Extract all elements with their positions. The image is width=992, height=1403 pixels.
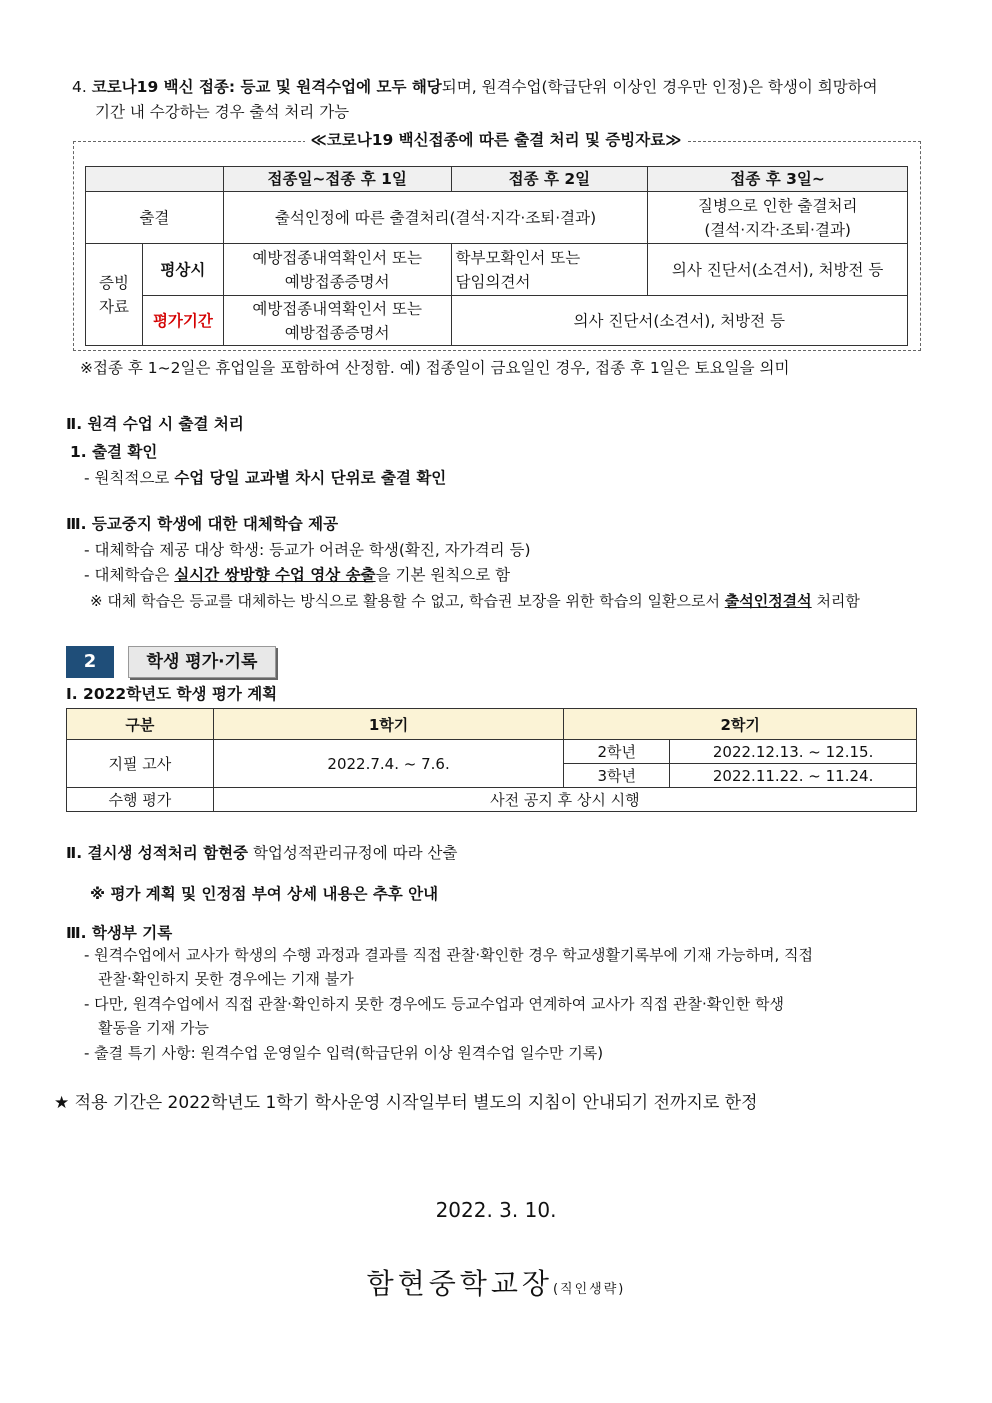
written-exam-label: 지필 고사	[67, 740, 214, 788]
principal-signature	[0, 1262, 992, 1302]
attendance-label: 출결	[86, 192, 224, 244]
vaccine-header-day2: 접종 후 2일	[451, 167, 648, 192]
section-2-title: Ⅱ. 원격 수업 시 출결 처리	[66, 415, 244, 433]
eval-day0-1: 예방접종내역확인서 또는 예방접종증명서	[223, 296, 451, 346]
proof-label: 증빙 자료	[86, 244, 143, 346]
record-item1-line2: 관찰·확인하지 못한 경우에는 기재 불가	[98, 970, 354, 988]
section-title-badge: 학생 평가·기록	[128, 646, 276, 678]
normal-day0-1: 예방접종내역확인서 또는 예방접종증명서	[223, 244, 451, 296]
section-number-badge: 2	[66, 646, 114, 678]
vaccine-table	[85, 166, 908, 346]
plan-title: Ⅰ. 2022학년도 학생 평가 계획	[66, 685, 278, 703]
plan-header-sem1: 1학기	[213, 709, 564, 740]
performance-value: 사전 공지 후 상시 시행	[213, 788, 916, 812]
principal-name: 함현중학교장	[366, 1267, 553, 1300]
grade2-label: 2학년	[564, 740, 670, 764]
vaccine-header-day3: 접종 후 3일~	[648, 167, 908, 192]
written-exam-sem1: 2022.7.4. ~ 7.6.	[213, 740, 564, 788]
record-title: Ⅲ. 학생부 기록	[66, 924, 173, 942]
evaluation-plan-table	[66, 708, 917, 812]
absentee-grading: Ⅱ. 결시생 성적처리 함현중 학업성적관리규정에 따라 산출	[66, 844, 458, 862]
attendance-check-item: - 원칙적으로 수업 당일 교과별 차시 단위로 출결 확인	[84, 469, 447, 487]
item4-number: 4.	[72, 78, 87, 96]
grade2-date: 2022.12.13. ~ 12.15.	[670, 740, 917, 764]
record-item1-line1: - 원격수업에서 교사가 학생의 수행 과정과 결과를 직접 관찰·확인한 경우 학교생활기록부에 기재 가능하며, 직접	[84, 946, 813, 964]
grade3-date: 2022.11.22. ~ 11.24.	[670, 764, 917, 788]
record-item2-line1: - 다만, 원격수업에서 직접 관찰·확인하지 못한 경우에도 등교수업과 연계하여 교사가 직접 관찰·확인한 학생	[84, 995, 785, 1013]
attendance-day0-2: 출석인정에 따른 출결처리(결석·지각·조퇴·결과)	[223, 192, 647, 244]
seal-omitted-note: (직인생략)	[552, 1282, 626, 1297]
document-date: 2022. 3. 10.	[435, 1198, 557, 1222]
normal-day2: 학부모확인서 또는 담임의견서	[451, 244, 648, 296]
plan-header-category: 구분	[67, 709, 214, 740]
item4-bold-text: 코로나19 백신 접종: 등교 및 원격수업에 모두 해당	[91, 78, 442, 96]
vaccine-header-day0-1: 접종일~접종 후 1일	[223, 167, 451, 192]
item4-line1	[72, 76, 878, 98]
normal-label: 평상시	[142, 244, 223, 296]
vaccine-table-corner	[86, 167, 224, 192]
alt-learning-item2: - 대체학습은 실시간 쌍방향 수업 영상 송출을 기본 원칙으로 함	[84, 566, 511, 584]
item4-line2: 기간 내 수강하는 경우 출석 처리 가능	[95, 103, 350, 121]
grade3-label: 3학년	[564, 764, 670, 788]
eval-day2-3: 의사 진단서(소견서), 처방전 등	[451, 296, 907, 346]
grading-notice: ※ 평가 계획 및 인정점 부여 상세 내용은 추후 안내	[90, 885, 439, 903]
apply-period: ★ 적용 기간은 2022학년도 1학기 학사운영 시작일부터 별도의 지침이 안내되기 전까지로 한정	[54, 1093, 758, 1113]
item4-rest-text: 되며, 원격수업(학급단위 이상인 경우만 인정)은 학생이 희망하여	[441, 78, 878, 96]
section-3-title: Ⅲ. 등교중지 학생에 대한 대체학습 제공	[66, 515, 339, 533]
performance-label: 수행 평가	[67, 788, 214, 812]
normal-day3: 의사 진단서(소견서), 처방전 등	[648, 244, 908, 296]
alt-learning-note: ※ 대체 학습은 등교를 대체하는 방식으로 활용할 수 없고, 학습권 보장을 위한 학습의 일환으로서 출석인정결석 처리함	[90, 592, 860, 610]
eval-period-label: 평가기간	[142, 296, 223, 346]
attendance-day3: 질병으로 인한 출결처리 (결석·지각·조퇴·결과)	[648, 192, 908, 244]
attendance-check-title: 1. 출결 확인	[70, 443, 158, 461]
record-item2-line2: 활동을 기재 가능	[98, 1019, 209, 1037]
plan-header-sem2: 2학기	[564, 709, 917, 740]
record-item3: - 출결 특기 사항: 원격수업 운영일수 입력(학급단위 이상 원격수업 일수만 기록)	[84, 1044, 604, 1062]
vaccine-note: ※접종 후 1~2일은 휴업일을 포함하여 산정함. 예) 접종일이 금요일인 경우, 접종 후 1일은 토요일을 의미	[80, 359, 790, 377]
alt-learning-item1: - 대체학습 제공 대상 학생: 등교가 어려운 학생(확진, 자가격리 등)	[84, 541, 531, 559]
vaccine-table-caption: ≪코로나19 백신접종에 따른 출결 처리 및 증빙자료≫	[0, 128, 992, 150]
